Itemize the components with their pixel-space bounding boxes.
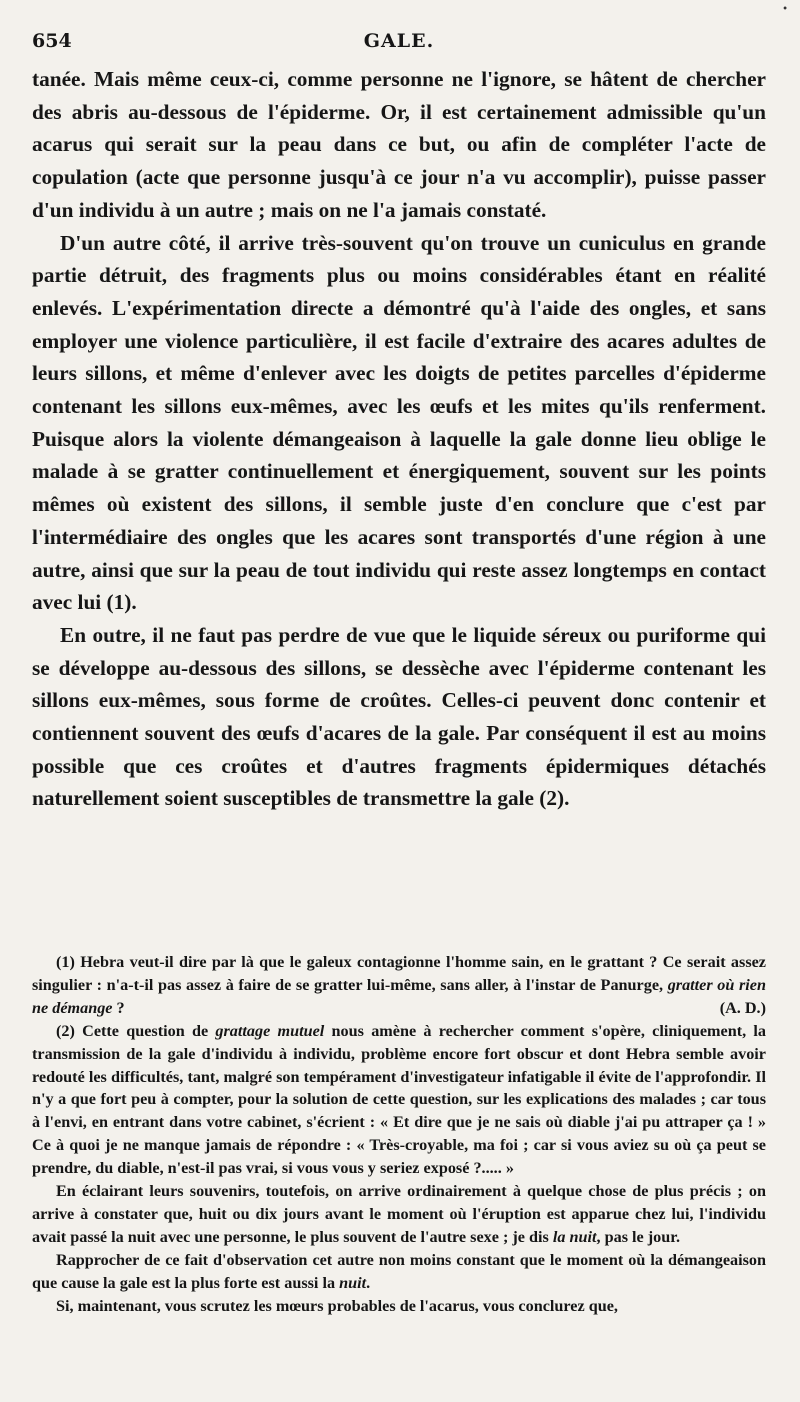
footnote-2-rest: nous amène à rechercher comment s'opère, cliniquement, la transmission de la gale d'individu à individu, problème encore fort obscur et dont Hebra semble avoir redouté les difficultés, tant, malgré son tempérament d'investigateur infatigable il évite de l'approfondir. Il n'y a que fort peu à compter, pour la solution de cette question, sur les explications des malades ; car tous à l'envi, en entrant dans votre cabinet, s'écrient : « Et dire que je ne sais où diable j'ai pu attraper ça ! » Ce à quoi je ne manque jamais de répondre : « Très-croyable, ma foi ; car si vous aviez su où ça peut se prendre, du diable, n'est-il pas vrai, si vous vous y seriez exposé ?..... » (32, 1021, 766, 1178)
paragraph-2: D'un autre côté, il arrive très-souvent qu'on trouve un cuniculus en grande partie détruit, des fragments plus ou moins considérables étant en réalité enlevés. L'expérimentation directe a démontré qu'à l'aide des ongles, et sans employer une violence particulière, il est facile d'extraire des acares adultes de leurs sillons, et même d'enlever avec les doigts de petites parcelles d'épiderme contenant les sillons eux-mêmes, avec les œufs et les mites qu'ils renferment. Puisque alors la violente démangeaison à laquelle la gale donne lieu oblige le malade à se gratter continuellement et énergiquement, souvent sur les points mêmes où existent des sillons, il semble juste d'en conclure que c'est par l'intermédiaire des ongles que les acares sont transportés d'une région à une autre, ainsi que sur la peau de tout individu qui reste assez longtemps en contact avec lui (1). (32, 230, 766, 615)
footnote-1-end: ? (112, 998, 125, 1017)
footnote-4-text: Rapprocher de ce fait d'observation cet autre non moins constant que le moment où la démangeaison que cause la gale est la plus forte est aussi la (32, 1250, 766, 1292)
footnote-1 (32, 951, 766, 1020)
footnote-4-end: . (366, 1273, 371, 1292)
footnote-1-text: (1) Hebra veut-il dire par là que le galeux contagionne l'homme sain, en le grattant ? Ce serait assez singulier : n'a-t-il pas assez à faire de se gratter lui-même, sans aller, à l'instar de Panurge, (32, 953, 766, 994)
footnote-3-end: , pas le jour. (596, 1227, 681, 1246)
footnote-3-text: En éclairant leurs souvenirs, toutefois, on arrive ordinairement à quelque chose de plus précis ; on arrive à constater que, huit ou dix jours avant le moment où l'éruption est apparue chez lui, l'individu avait passé la nuit avec une personne, le plus souvent de l'autre sexe ; je dis (32, 1182, 766, 1246)
paragraph-3: En outre, il ne faut pas perdre de vue que le liquide séreux ou puriforme qui se développe au-dessous des sillons, se dessèche avec l'épiderme contenant les sillons eux-mêmes, sous forme de croûtes. Celles-ci peuvent donc contenir et contiennent souvent des œufs d'acares de la gale. Par conséquent il est au moins possible que ces croûtes et d'autres fragments épidermiques détachés naturellement soient susceptibles de transmettre la gale (2). (32, 622, 766, 811)
footnote-5-text: Si, maintenant, vous scrutez les mœurs probables de l'acarus, vous conclurez que, (56, 1296, 618, 1315)
footnote-3-emphasis: la nuit (552, 1227, 597, 1246)
page-number: 654 (32, 30, 72, 52)
running-title: GALE. (363, 30, 435, 52)
paragraph-1: tanée. Mais même ceux-ci, comme personne ne l'ignore, se hâtent de chercher des abris au-dessous de l'épiderme. Or, il est certainement admissible qu'un acarus qui serait sur la peau dans ce but, ou afin de compléter l'acte de copulation (acte que personne jusqu'à ce jour n'a vu accomplir), puisse passer d'un individu à un autre ; mais on ne l'a jamais constaté. (32, 67, 766, 222)
footnote-2-term: grattage mutuel (215, 1021, 325, 1040)
footnote-2-continued-1 (32, 1180, 766, 1249)
footnote-2-text: (2) Cette question de (56, 1021, 216, 1040)
footnote-4-emphasis: nuit (339, 1273, 367, 1292)
page-header (32, 30, 766, 60)
footnote-1-signature: (A. D.) (719, 998, 766, 1017)
footnotes (32, 951, 766, 1318)
footnote-2-continued-2 (32, 1249, 766, 1295)
footnote-2 (32, 1020, 766, 1180)
footnote-1-quote: gratter où rien ne démange (32, 975, 766, 1017)
page-edge-mark: • (782, 4, 788, 15)
footnote-2-continued-3 (32, 1295, 766, 1318)
main-text (32, 63, 766, 815)
